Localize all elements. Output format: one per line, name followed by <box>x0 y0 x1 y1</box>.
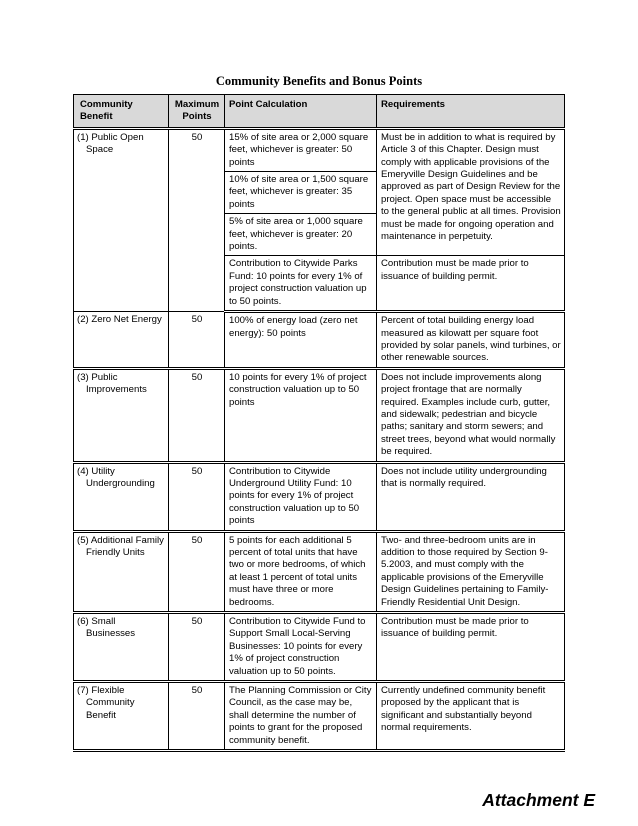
header-requirements: Requirements <box>377 95 565 129</box>
calc-cell: Contribution to Citywide Parks Fund: 10 points for every 1% of project construction valuation up to 50 points. <box>225 256 377 312</box>
table-title: Community Benefits and Bonus Points <box>215 74 423 88</box>
table-row <box>74 128 565 171</box>
header-point-calculation: Point Calculation <box>225 95 377 129</box>
points-cell: 50 <box>169 682 225 751</box>
requirements-cell: Two- and three-bedroom units are in addition to those required by Section 9-5.2003, and must comply with the applicable provisions of the Emeryville Design Guidelines pertaining to Family-Friendly Residential Unit Design. <box>377 531 565 612</box>
calc-cell: The Planning Commission or City Council, as the case may be, shall determine the number of points to grant for the proposed community benefit. <box>225 682 377 751</box>
attachment-label: Attachment E <box>482 790 595 810</box>
requirements-cell: Percent of total building energy load measured as kilowatt per square foot provided by solar panels, wind turbines, or other renewable sources. <box>377 312 565 369</box>
community-benefits-table <box>73 94 565 752</box>
header-row <box>74 95 565 129</box>
header-community-benefit: Community Benefit <box>74 95 169 129</box>
calc-cell: 100% of energy load (zero net energy): 50 points <box>225 312 377 369</box>
table-row <box>74 462 565 531</box>
benefit-cell: (4) Utility Undergrounding <box>74 462 169 531</box>
benefit-cell: (7) Flexible Community Benefit <box>74 682 169 751</box>
benefit-cell: (3) Public Improvements <box>74 368 169 462</box>
calc-cell: Contribution to Citywide Fund to Support Small Local-Serving Businesses: 10 points for every 1% of project construction valuation up to 50 points. <box>225 613 377 682</box>
table-row <box>74 368 565 462</box>
requirements-cell: Contribution must be made prior to issuance of building permit. <box>377 256 565 312</box>
benefit-cell: (6) Small Businesses <box>74 613 169 682</box>
table-row <box>74 682 565 751</box>
benefit-cell: (5) Additional Family Friendly Units <box>74 531 169 612</box>
calc-cell: 15% of site area or 2,000 square feet, whichever is greater: 50 points <box>225 128 377 171</box>
header-maximum-points: Maximum Points <box>169 95 225 129</box>
requirements-cell: Currently undefined community benefit proposed by the applicant that is significant and substantially beyond normal requirements. <box>377 682 565 751</box>
points-cell: 50 <box>169 613 225 682</box>
points-cell: 50 <box>169 531 225 612</box>
benefit-cell: (2) Zero Net Energy <box>74 312 169 369</box>
points-cell: 50 <box>169 128 225 311</box>
calc-cell: 10% of site area or 1,500 square feet, whichever is greater: 35 points <box>225 172 377 214</box>
calc-cell: 5 points for each additional 5 percent of total units that have two or more bedrooms, of which at least 1 percent of total units must have three or more bedrooms. <box>225 531 377 612</box>
points-cell: 50 <box>169 368 225 462</box>
benefit-cell: (1) Public Open Space <box>74 128 169 311</box>
requirements-cell: Does not include utility undergrounding that is normally required. <box>377 462 565 531</box>
calc-cell: 5% of site area or 1,000 square feet, whichever is greater: 20 points. <box>225 214 377 256</box>
table-row <box>74 312 565 369</box>
calc-cell: Contribution to Citywide Underground Utility Fund: 10 points for every 1% of project construction valuation up to 50 points <box>225 462 377 531</box>
requirements-cell: Does not include improvements along project frontage that are normally required. Examples include curb, gutter, and sidewalk; pedestrian and bicycle paths; sanitary and storm sewers; and street trees, beyond what would normally be required. <box>377 368 565 462</box>
table-row <box>74 613 565 682</box>
requirements-cell: Must be in addition to what is required by Article 3 of this Chapter. Design must comply with applicable provisions of the Emeryville Design Guidelines and be approved as part of Design Review for the project. Open space must be accessible to the general public at all times. Provision must be made for ongoing operation and maintenance in perpetuity. <box>377 128 565 256</box>
requirements-cell: Contribution must be made prior to issuance of building permit. <box>377 613 565 682</box>
points-cell: 50 <box>169 312 225 369</box>
table-row <box>74 531 565 612</box>
calc-cell: 10 points for every 1% of project construction valuation up to 50 points <box>225 368 377 462</box>
points-cell: 50 <box>169 462 225 531</box>
